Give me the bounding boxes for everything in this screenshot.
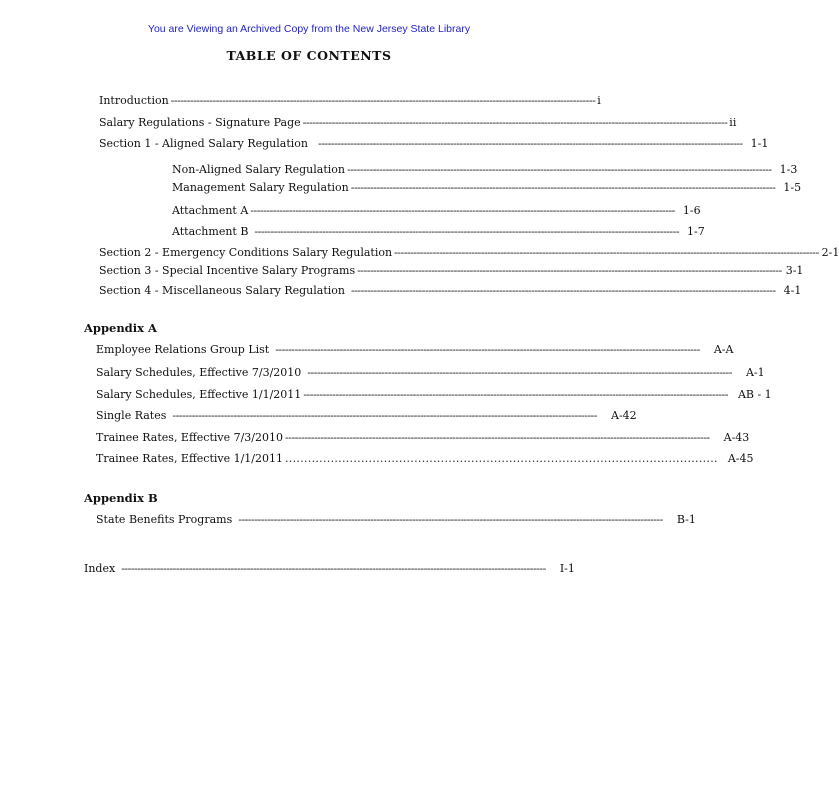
toc-leader: ------------------------------------------------------------------------------------------------------------------------------------ [238,513,663,526]
toc-entry-section-1 [99,137,769,151]
toc-leader: ------------------------------------------------------------------------------------------------------------------------------------ [307,366,732,379]
toc-entry-label: Section 2 - Emergency Conditions Salary Regulation [99,246,393,259]
appendix-a-entry [96,366,765,380]
toc-leader: ------------------------------------------------------------------------------------------------------------------------------------ [350,181,776,194]
toc-entry-index [84,562,575,576]
page-title: TABLE OF CONTENTS [226,48,392,63]
toc-entry-label: Section 4 - Miscellaneous Salary Regulation [99,284,345,297]
archive-banner: You are Viewing an Archived Copy from the New Jersey State Library [147,23,471,35]
toc-entry-label: Attachment A [172,204,249,217]
toc-entry-label: Single Rates [96,409,167,422]
toc-entry-page: 1-3 [779,163,798,176]
toc-entry-page: 1-7 [687,225,705,238]
toc-entry-page: 1-5 [783,181,802,194]
appendix-a-entry [96,388,772,402]
toc-entry-page: A-45 [727,452,754,465]
toc-entry-page: AB - 1 [737,388,772,401]
toc-entry-label: Management Salary Regulation [172,181,349,194]
toc-leader: ------------------------------------------------------------------------------------------------------------------------------------ [346,163,772,176]
toc-leader: ------------------------------------------------------------------------------------------------------------------------------------ [254,225,680,238]
toc-entry-page: 2-1 [821,246,839,259]
toc-entry-section-2 [99,246,839,260]
toc-entry-attachment-b [172,225,705,239]
toc-leader: ------------------------------------------------------------------------------------------------------------------------------------ [172,409,597,422]
toc-entry-label: Salary Schedules, Effective 1/1/2011 [96,388,302,401]
toc-entry-page: 1-6 [682,204,701,217]
toc-entry-page: A-1 [745,366,765,379]
toc-entry-page: ii [729,116,737,129]
toc-leader: ------------------------------------------------------------------------------------------------------------------------------------ [318,137,743,150]
toc-entry-label: Section 3 - Special Incentive Salary Programs [99,264,356,277]
appendix-a-entry [96,409,637,423]
toc-leader: ------------------------------------------------------------------------------------------------------------------------------------ [285,431,710,444]
toc-leader: ------------------------------------------------------------------------------------------------------------------------------------ [350,284,776,297]
toc-leader: ------------------------------------------------------------------------------------------------------------------------------------ [303,388,728,401]
toc-leader: ------------------------------------------------------------------------------------------------------------------------------------ [394,246,819,259]
appendix-a-entry [96,343,734,357]
toc-entry-introduction [99,94,601,108]
toc-entry-section-3 [99,264,804,278]
appendix-a-entry [96,431,750,445]
toc-leader: ------------------------------------------------------------------------------------------------------------------------------------ [250,204,675,217]
toc-entry-page: 4-1 [783,284,802,297]
toc-entry-section-4 [99,284,802,298]
toc-entry-page: 1-1 [750,137,769,150]
toc-entry-non-aligned [172,163,798,177]
toc-entry-attachment-a [172,204,701,218]
toc-leader: ------------------------------------------------------------------------------------------------------------------------------------ [357,264,782,277]
toc-entry-label: Salary Regulations - Signature Page [99,116,301,129]
toc-entry-management [172,181,802,195]
toc-entry-label: Salary Schedules, Effective 7/3/2010 [96,366,302,379]
appendix-a-entry [96,452,754,466]
toc-leader: ------------------------------------------------------------------------------------------------------------------------------------ [302,116,728,129]
toc-leader: .................................................................................................................. [285,452,718,465]
toc-entry-label: Employee Relations Group List [96,343,270,356]
toc-entry-label: Attachment B [172,225,249,238]
appendix-b-heading: Appendix B [84,491,158,505]
appendix-a-heading: Appendix A [84,321,157,335]
toc-entry-label: Trainee Rates, Effective 7/3/2010 [96,431,284,444]
toc-leader: ------------------------------------------------------------------------------------------------------------------------------------ [170,94,596,107]
toc-entry-page: A-42 [611,409,637,422]
toc-entry-label: Section 1 - Aligned Salary Regulation [99,137,308,150]
toc-entry-signature-page [99,116,737,130]
toc-entry-page: I-1 [559,562,575,575]
appendix-b-entry [96,513,696,527]
toc-leader: ------------------------------------------------------------------------------------------------------------------------------------ [121,562,546,575]
toc-leader: ------------------------------------------------------------------------------------------------------------------------------------ [275,343,700,356]
toc-entry-label: State Benefits Programs [96,513,233,526]
toc-entry-page: 3-1 [785,264,804,277]
toc-entry-label: Index [84,562,116,575]
toc-entry-page: A-A [713,343,734,356]
toc-entry-label: Trainee Rates, Effective 1/1/2011 [96,452,284,465]
toc-entry-label: Introduction [99,94,169,107]
toc-entry-page: B-1 [676,513,696,526]
toc-entry-label: Non-Aligned Salary Regulation [172,163,345,176]
toc-entry-page: A-43 [723,431,750,444]
toc-entry-page: i [597,94,601,107]
